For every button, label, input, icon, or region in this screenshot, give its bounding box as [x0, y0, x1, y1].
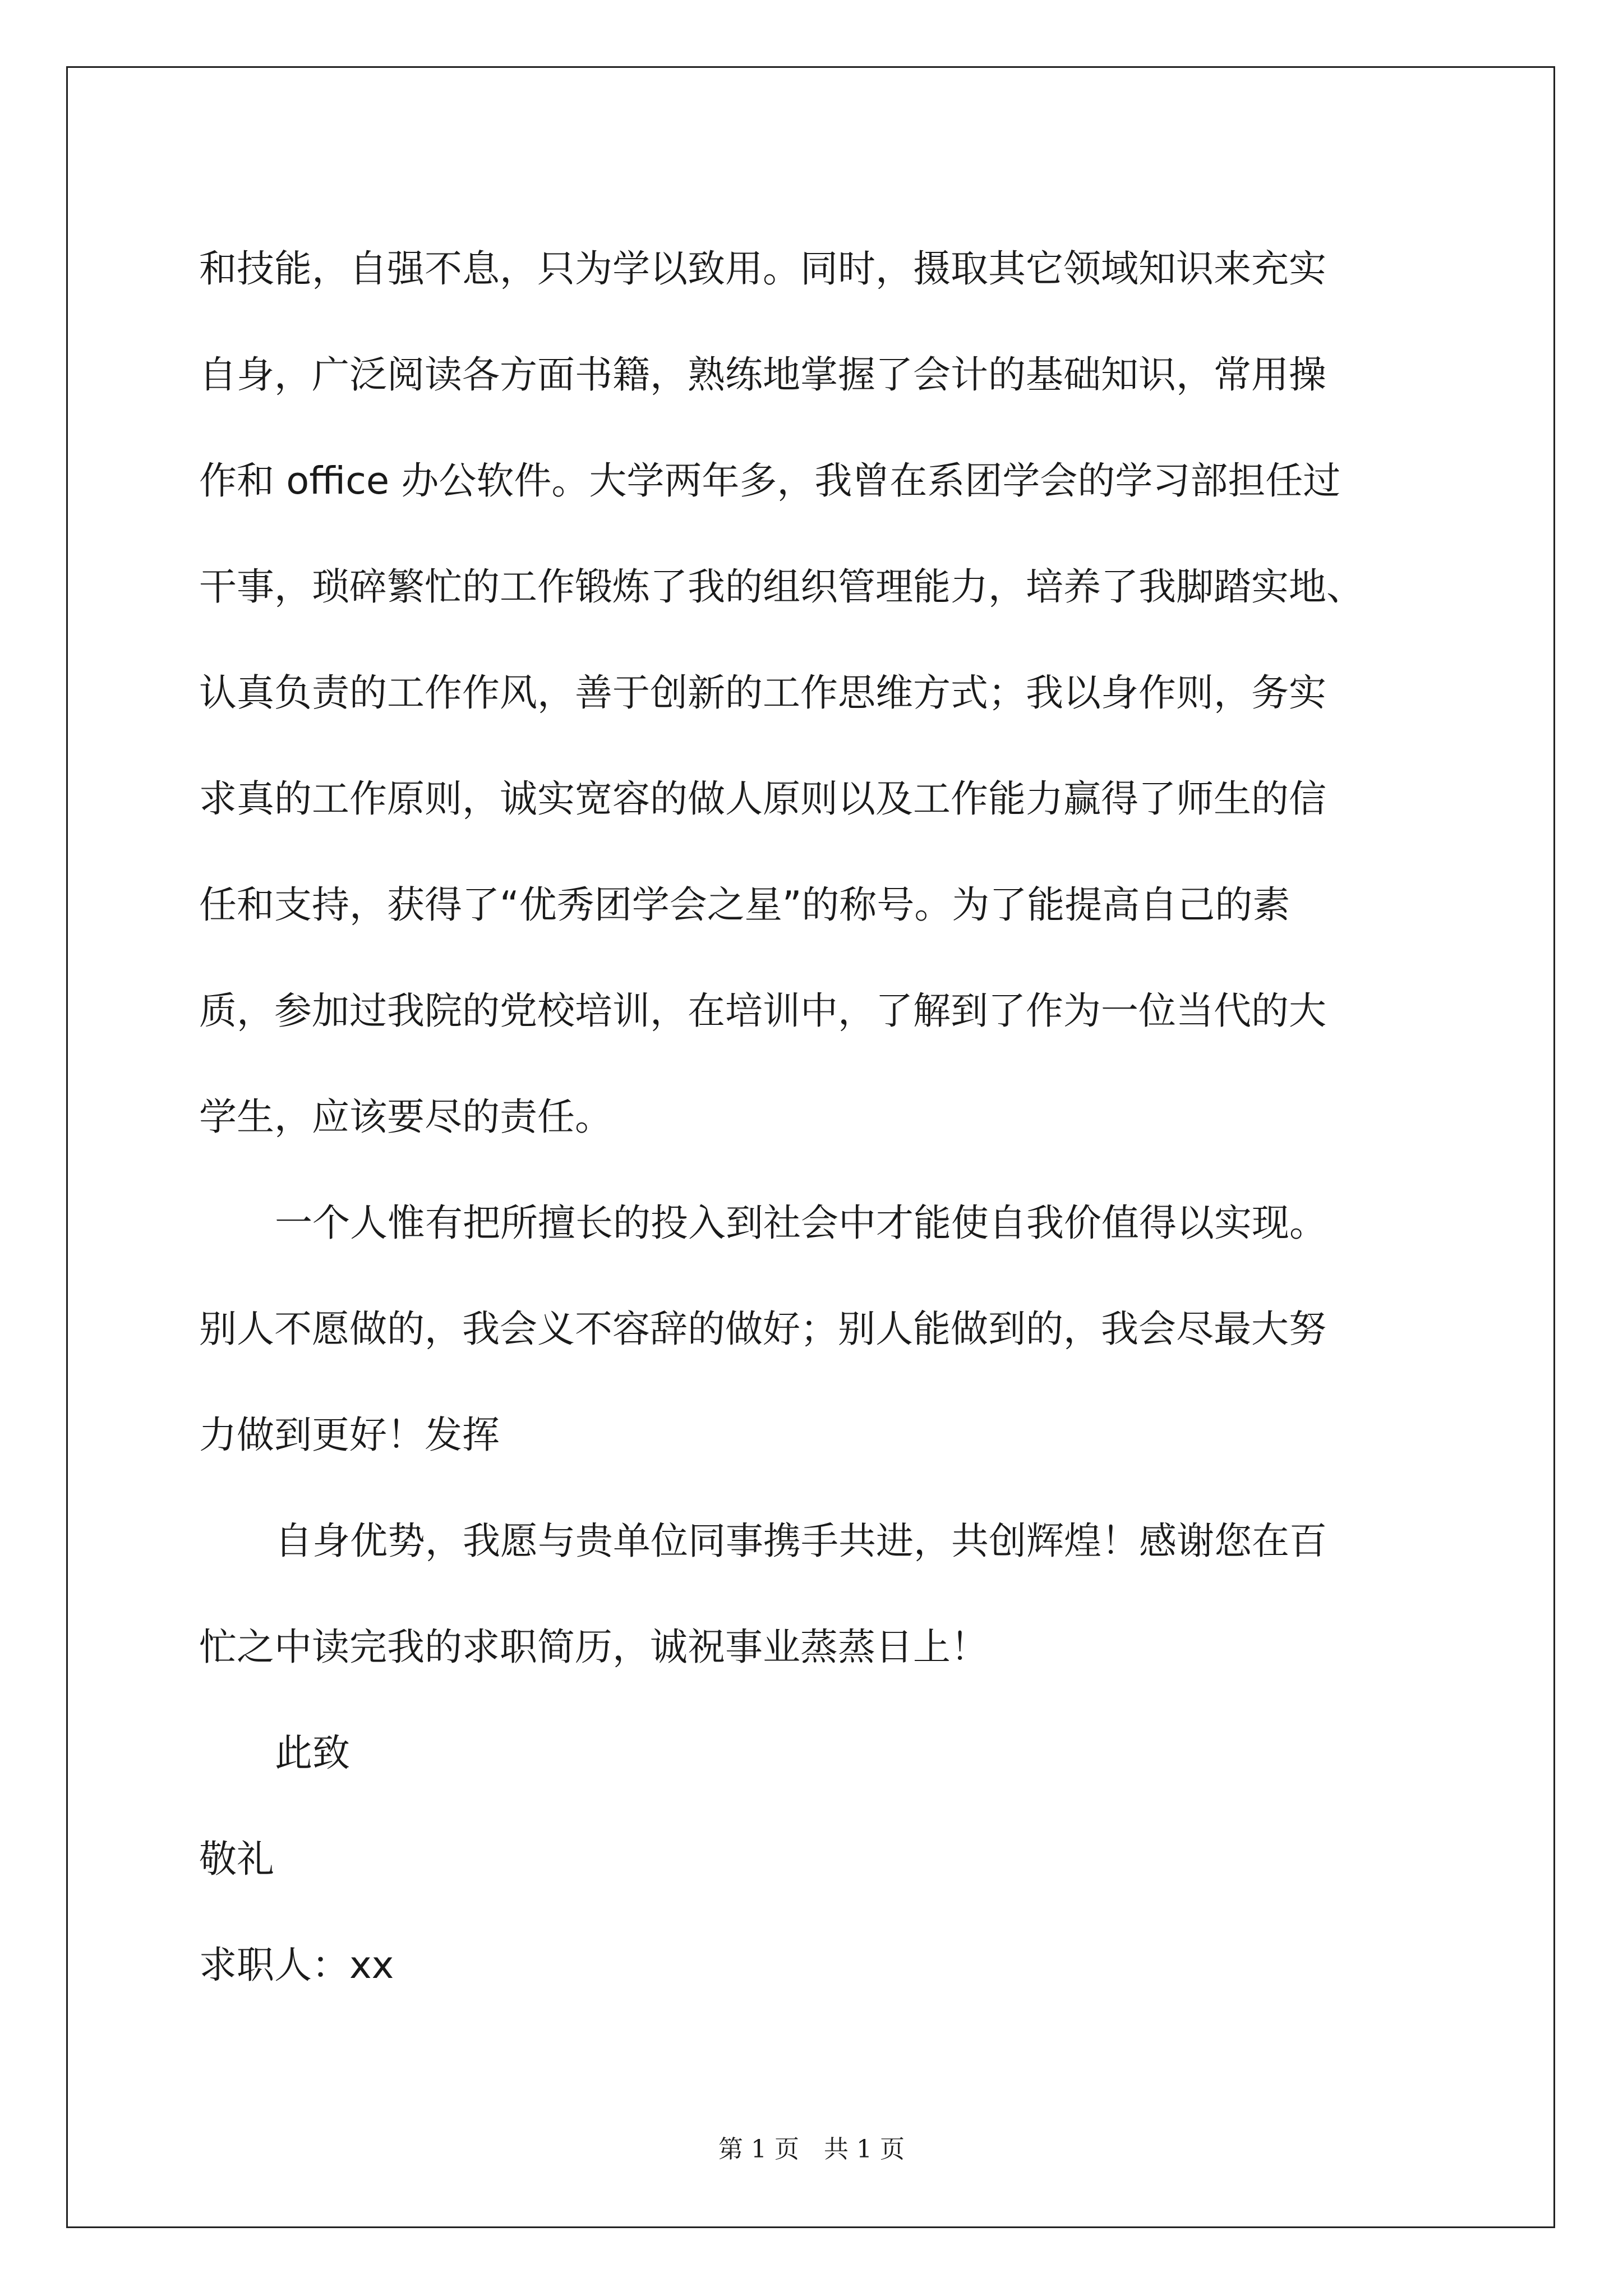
text-line-13: 自身优势，我愿与贵单位同事携手共进，共创辉煌！感谢您在百 [275, 1519, 1327, 1563]
text-line-4: 干事，琐碎繁忙的工作锻炼了我的组织管理能力，培养了我脚踏实地、 [199, 565, 1364, 609]
closing-regards: 敬礼 [199, 1837, 274, 1881]
text-line-10: 一个人惟有把所擅长的投入到社会中才能使自我价值得以实现。 [275, 1201, 1327, 1245]
text-line-5: 认真负责的工作作风，善于创新的工作思维方式；我以身作则，务实 [199, 671, 1326, 715]
text-line-12: 力做到更好！发挥 [199, 1413, 500, 1457]
text-line-7: 任和支持，获得了“优秀团学会之星”的称号。为了能提高自己的素 [199, 883, 1290, 927]
closing-salutation: 此致 [275, 1731, 350, 1775]
text-line-9: 学生，应该要尽的责任。 [199, 1095, 612, 1139]
text-line-2: 自身，广泛阅读各方面书籍，熟练地掌握了会计的基础知识，常用操 [199, 353, 1326, 397]
document-body [199, 216, 1444, 2018]
text-line-3: 作和 office 办公软件。大学两年多，我曾在系团学会的学习部担任过 [199, 459, 1341, 503]
page-number-footer: 第 1 页 共 1 页 [718, 2135, 905, 2164]
text-line-14: 忙之中读完我的求职简历，诚祝事业蒸蒸日上！ [199, 1625, 988, 1669]
text-line-6: 求真的工作原则，诚实宽容的做人原则以及工作能力赢得了师生的信 [199, 777, 1326, 821]
text-line-1: 和技能，自强不息，只为学以致用。同时，摄取其它领域知识来充实 [199, 247, 1326, 291]
text-line-8: 质，参加过我院的党校培训，在培训中，了解到了作为一位当代的大 [199, 989, 1326, 1033]
text-line-11: 别人不愿做的，我会义不容辞的做好；别人能做到的，我会尽最大努 [199, 1307, 1326, 1351]
applicant-signature: 求职人：xx [199, 1943, 394, 1987]
